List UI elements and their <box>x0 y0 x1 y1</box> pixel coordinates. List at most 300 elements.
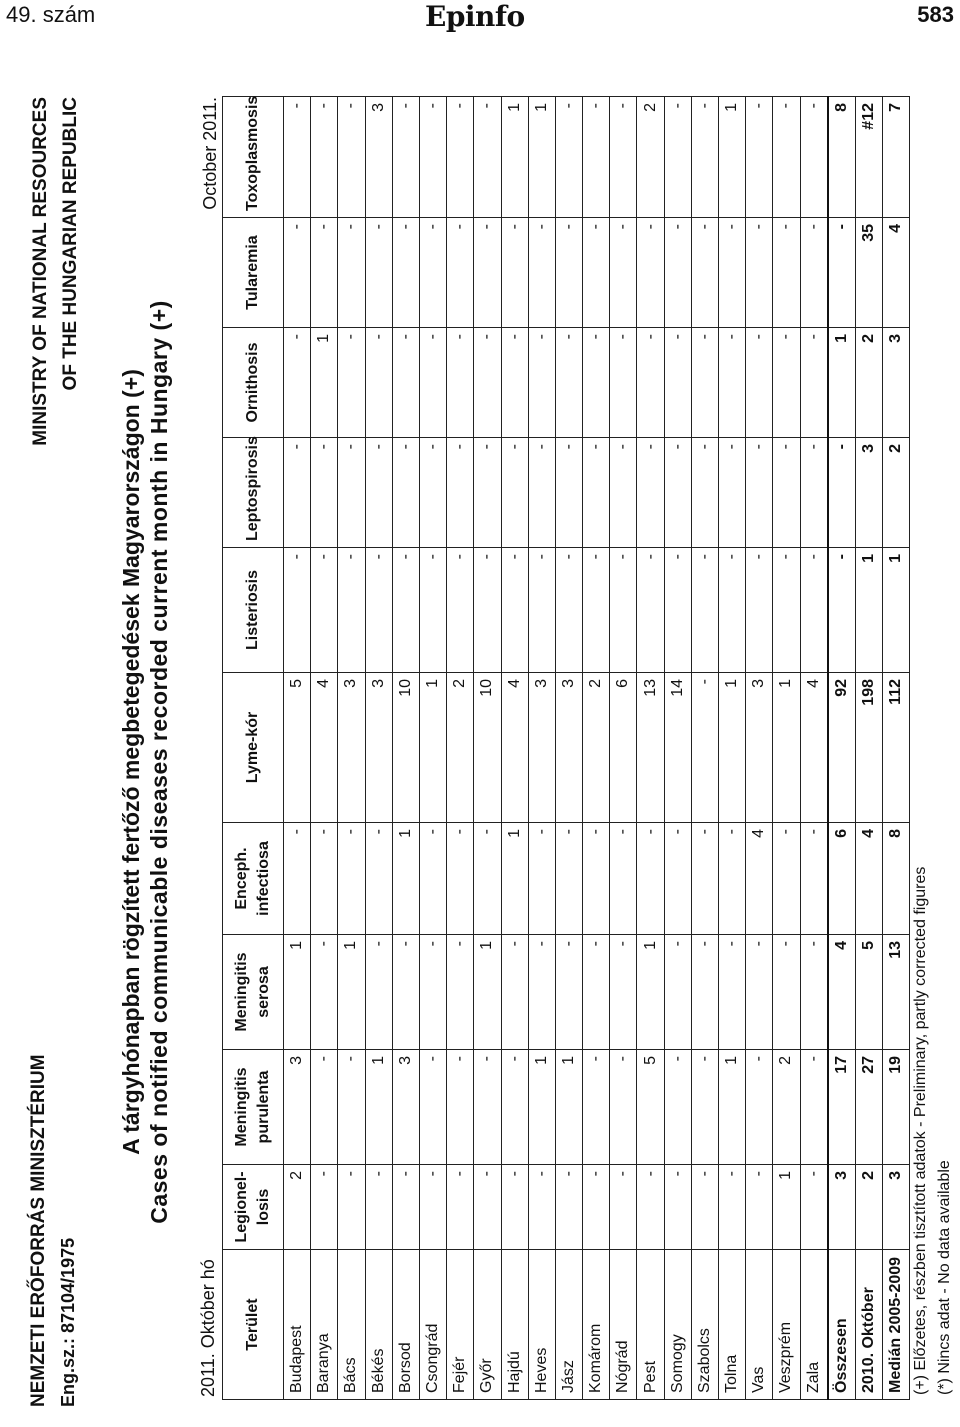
table-cell: - <box>719 328 746 438</box>
table-cell: 1 <box>528 1050 555 1165</box>
table-cell: - <box>583 823 610 935</box>
table-cell: 1 <box>311 328 338 438</box>
table-cell: 10 <box>392 673 419 823</box>
table-cell: 1 <box>392 823 419 935</box>
table-cell: - <box>474 218 501 328</box>
table-cell: - <box>746 548 773 673</box>
table-cell: 112 <box>883 673 910 823</box>
table-cell: - <box>719 823 746 935</box>
table-cell: 1 <box>474 935 501 1050</box>
table-cell: 3 <box>528 673 555 823</box>
table-cell: - <box>501 1165 528 1250</box>
table-cell: - <box>583 97 610 218</box>
table-cell: 19 <box>883 1050 910 1165</box>
table-cell: - <box>664 823 691 935</box>
table-cell: 1 <box>528 97 555 218</box>
table-cell: - <box>365 935 392 1050</box>
table-cell: 3 <box>284 1050 311 1165</box>
table-cell: 3 <box>828 1165 856 1250</box>
table-cell: - <box>610 935 637 1050</box>
title-en: Cases of notified communicable diseases recorded current month in Hungary (+) <box>146 300 172 1224</box>
table-cell: 2 <box>883 438 910 548</box>
table-cell: - <box>311 1050 338 1165</box>
table-cell: - <box>610 218 637 328</box>
column-header: Leptospirosis <box>223 438 284 548</box>
row-label: Veszprém <box>773 1250 800 1400</box>
table-cell: - <box>392 548 419 673</box>
brand-logo: Epinfo <box>425 0 525 33</box>
row-label: Tolna <box>719 1250 746 1400</box>
table-cell: - <box>338 823 365 935</box>
table-cell: - <box>501 548 528 673</box>
table-cell: - <box>664 1165 691 1250</box>
table-cell: - <box>828 218 856 328</box>
table-cell: - <box>555 218 582 328</box>
table-cell: - <box>392 935 419 1050</box>
table-cell: - <box>528 935 555 1050</box>
table-cell: - <box>610 548 637 673</box>
table-row <box>637 97 664 1400</box>
column-header: Tularemia <box>223 218 284 328</box>
table-cell: - <box>719 1165 746 1250</box>
table-cell: 1 <box>637 935 664 1050</box>
table-cell: 8 <box>883 823 910 935</box>
table-cell: - <box>800 823 828 935</box>
row-label: Békés <box>365 1250 392 1400</box>
table-cell: - <box>474 823 501 935</box>
table-row <box>365 97 392 1400</box>
table-cell: 1 <box>501 97 528 218</box>
ministry-en-line2: OF THE HUNGARIAN REPUBLIC <box>60 97 81 391</box>
table-cell: #12 <box>855 97 882 218</box>
row-label: Borsod <box>392 1250 419 1400</box>
table-cell: - <box>284 548 311 673</box>
title-hu: A tárgyhónapban rögzített fertőző megbetegedések Magyarországon (+) <box>118 369 144 1155</box>
table-cell: - <box>447 328 474 438</box>
table-row <box>528 97 555 1400</box>
table-cell: - <box>610 1165 637 1250</box>
row-label: Fejér <box>447 1250 474 1400</box>
ministry-hu: NEMZETI ERŐFORRÁS MINISZTÉRIUM <box>28 1054 49 1407</box>
table-cell: 4 <box>800 673 828 823</box>
table-cell: - <box>284 328 311 438</box>
table-cell: - <box>338 218 365 328</box>
table-cell: - <box>800 97 828 218</box>
table-cell: - <box>528 438 555 548</box>
table-cell: - <box>664 218 691 328</box>
table-cell: - <box>338 1050 365 1165</box>
table-cell: - <box>365 218 392 328</box>
table-cell: - <box>691 823 718 935</box>
page-label: 583 <box>917 2 954 27</box>
table-cell: - <box>691 1050 718 1165</box>
table-cell: - <box>555 548 582 673</box>
table-cell: - <box>555 1165 582 1250</box>
table-cell: - <box>691 935 718 1050</box>
column-header: Meningitis purulenta <box>223 1050 284 1165</box>
table-cell: - <box>311 1165 338 1250</box>
table-cell: 1 <box>883 548 910 673</box>
table-row <box>691 97 718 1400</box>
table-cell: - <box>447 1165 474 1250</box>
table-cell: - <box>501 218 528 328</box>
table-cell: 5 <box>637 1050 664 1165</box>
table-cell: - <box>311 935 338 1050</box>
table-cell: - <box>365 823 392 935</box>
page-number: 49. szám <box>6 2 96 27</box>
table-row <box>800 97 828 1400</box>
table-cell: - <box>392 438 419 548</box>
table-cell: - <box>773 218 800 328</box>
table-cell: - <box>501 438 528 548</box>
table-cell: 5 <box>284 673 311 823</box>
table-cell: - <box>637 328 664 438</box>
table-cell: - <box>610 328 637 438</box>
row-label: Zala <box>800 1250 828 1400</box>
table-cell: - <box>419 935 446 1050</box>
registration-number: Eng.sz.: 87104/1975 <box>58 1237 78 1407</box>
table-cell: - <box>284 218 311 328</box>
table-cell: - <box>664 935 691 1050</box>
table-row <box>773 97 800 1400</box>
column-header: Terület <box>223 1250 284 1400</box>
table-cell: - <box>719 935 746 1050</box>
column-header: Listeriosis <box>223 548 284 673</box>
table-cell: - <box>610 823 637 935</box>
table-cell: - <box>447 823 474 935</box>
table-cell: 3 <box>883 328 910 438</box>
cases-table <box>222 96 910 1400</box>
table-cell: 8 <box>828 97 856 218</box>
table-row <box>447 97 474 1400</box>
table-cell: - <box>311 218 338 328</box>
table-cell: 2 <box>855 328 882 438</box>
table-cell: - <box>392 328 419 438</box>
table-cell: - <box>800 438 828 548</box>
table-cell: - <box>664 438 691 548</box>
table-cell: - <box>773 97 800 218</box>
column-header: Meningitis serosa <box>223 935 284 1050</box>
table-cell: - <box>338 438 365 548</box>
row-label: 2010. Október <box>855 1250 882 1400</box>
table-cell: - <box>419 548 446 673</box>
table-row <box>392 97 419 1400</box>
row-label: Budapest <box>284 1250 311 1400</box>
table-cell: 4 <box>828 935 856 1050</box>
rotated-page <box>0 97 960 1427</box>
table-row <box>284 97 311 1400</box>
row-label: Nógrád <box>610 1250 637 1400</box>
row-label: Győr <box>474 1250 501 1400</box>
summary-row <box>828 97 856 1400</box>
table-cell: - <box>637 438 664 548</box>
column-header: Legionel-losis <box>223 1165 284 1250</box>
table-cell: - <box>800 218 828 328</box>
table-cell: - <box>311 823 338 935</box>
table-cell: - <box>800 1050 828 1165</box>
table-cell: 35 <box>855 218 882 328</box>
table-cell: - <box>746 1050 773 1165</box>
table-cell: - <box>311 548 338 673</box>
table-row <box>610 97 637 1400</box>
row-label: Hajdú <box>501 1250 528 1400</box>
column-header: Toxoplasmosis <box>223 97 284 218</box>
table-cell: - <box>555 823 582 935</box>
row-label: Komárom <box>583 1250 610 1400</box>
table-cell: 3 <box>392 1050 419 1165</box>
table-cell: - <box>392 1165 419 1250</box>
table-cell: 1 <box>719 673 746 823</box>
table-cell: - <box>828 438 856 548</box>
table-cell: - <box>501 328 528 438</box>
table-cell: - <box>284 823 311 935</box>
table-cell: 27 <box>855 1050 882 1165</box>
table-cell: - <box>555 935 582 1050</box>
table-cell: - <box>583 438 610 548</box>
table-cell: - <box>746 328 773 438</box>
footnote-preliminary: (+) Előzetes, részben tisztított adatok - Preliminary, partly corrected figures <box>912 866 929 1395</box>
table-cell: 2 <box>284 1165 311 1250</box>
table-cell: - <box>691 218 718 328</box>
row-label: Baranya <box>311 1250 338 1400</box>
table-cell: - <box>719 548 746 673</box>
table-cell: - <box>528 823 555 935</box>
table-cell: - <box>419 1165 446 1250</box>
table-cell: - <box>474 1165 501 1250</box>
table-cell: 4 <box>311 673 338 823</box>
table-cell: - <box>719 218 746 328</box>
row-label: Vas <box>746 1250 773 1400</box>
table-cell: - <box>583 935 610 1050</box>
table-cell: 4 <box>855 823 882 935</box>
table-cell: - <box>610 97 637 218</box>
table-cell: - <box>419 328 446 438</box>
table-cell: - <box>664 548 691 673</box>
table-cell: - <box>419 218 446 328</box>
table-cell: - <box>773 935 800 1050</box>
table-cell: - <box>800 1165 828 1250</box>
table-cell: - <box>365 1165 392 1250</box>
table-row <box>583 97 610 1400</box>
table-cell: 1 <box>338 935 365 1050</box>
table-cell: 1 <box>828 328 856 438</box>
table-cell: 1 <box>365 1050 392 1165</box>
table-cell: 13 <box>637 673 664 823</box>
table-cell: - <box>419 823 446 935</box>
summary-row <box>855 97 882 1400</box>
month-hu: 2011. Október hó <box>198 1259 218 1397</box>
table-cell: - <box>474 548 501 673</box>
table-cell: - <box>637 218 664 328</box>
table-cell: - <box>637 823 664 935</box>
table-cell: - <box>284 97 311 218</box>
table-cell: 1 <box>719 1050 746 1165</box>
table-cell: 13 <box>883 935 910 1050</box>
table-cell: 6 <box>610 673 637 823</box>
table-row <box>474 97 501 1400</box>
table-cell: - <box>528 548 555 673</box>
table-cell: - <box>610 1050 637 1165</box>
table-cell: - <box>583 1165 610 1250</box>
table-cell: - <box>447 438 474 548</box>
table-cell: - <box>746 1165 773 1250</box>
table-cell: 2 <box>773 1050 800 1165</box>
table-cell: - <box>392 218 419 328</box>
table-row <box>746 97 773 1400</box>
footnote-no-data: (*) Nincs adat - No data available <box>936 1160 953 1395</box>
table-cell: 1 <box>501 823 528 935</box>
table-cell: 1 <box>773 1165 800 1250</box>
table-cell: - <box>800 935 828 1050</box>
table-cell: - <box>311 438 338 548</box>
table-cell: - <box>528 218 555 328</box>
table-cell: - <box>474 438 501 548</box>
table-cell: - <box>800 548 828 673</box>
table-cell: - <box>555 438 582 548</box>
table-cell: 4 <box>501 673 528 823</box>
table-cell: - <box>637 1165 664 1250</box>
table-cell: - <box>637 548 664 673</box>
table-cell: - <box>419 1050 446 1165</box>
table-cell: - <box>583 548 610 673</box>
table-cell: 5 <box>855 935 882 1050</box>
table-cell: - <box>746 97 773 218</box>
table-cell: - <box>474 328 501 438</box>
table-cell: - <box>773 823 800 935</box>
table-row <box>311 97 338 1400</box>
table-cell: - <box>583 218 610 328</box>
row-label: Pest <box>637 1250 664 1400</box>
table-cell: 3 <box>883 1165 910 1250</box>
table-cell: - <box>828 548 856 673</box>
table-cell: 3 <box>555 673 582 823</box>
table-row <box>664 97 691 1400</box>
table-cell: 2 <box>637 97 664 218</box>
table-cell: 1 <box>719 97 746 218</box>
table-cell: - <box>338 1165 365 1250</box>
table-cell: - <box>474 1050 501 1165</box>
table-cell: 3 <box>746 673 773 823</box>
table-cell: - <box>419 438 446 548</box>
table-cell: - <box>501 935 528 1050</box>
row-label: Szabolcs <box>691 1250 718 1400</box>
table-cell: 6 <box>828 823 856 935</box>
table-cell: - <box>447 1050 474 1165</box>
table-cell: - <box>392 97 419 218</box>
table-cell: 2 <box>855 1165 882 1250</box>
table-cell: - <box>338 548 365 673</box>
column-header: Ornithosis <box>223 328 284 438</box>
table-cell: 1 <box>284 935 311 1050</box>
ministry-en-line1: MINISTRY OF NATIONAL RESOURCES <box>30 97 51 446</box>
row-label: Somogy <box>664 1250 691 1400</box>
table-header-row <box>223 97 284 1400</box>
table-cell: - <box>583 328 610 438</box>
table-cell: - <box>610 438 637 548</box>
table-cell: - <box>746 218 773 328</box>
table-cell: - <box>664 1050 691 1165</box>
table-row <box>419 97 446 1400</box>
table-cell: - <box>365 548 392 673</box>
table-cell: - <box>691 1165 718 1250</box>
table-cell: - <box>419 97 446 218</box>
table-cell: 1 <box>773 673 800 823</box>
table-cell: - <box>528 328 555 438</box>
table-cell: - <box>719 438 746 548</box>
table-cell: - <box>691 673 718 823</box>
table-cell: - <box>447 548 474 673</box>
row-label: Jász <box>555 1250 582 1400</box>
table-cell: 3 <box>365 673 392 823</box>
table-cell: - <box>773 328 800 438</box>
table-cell: - <box>691 548 718 673</box>
table-cell: 92 <box>828 673 856 823</box>
table-cell: 4 <box>746 823 773 935</box>
table-cell: - <box>365 438 392 548</box>
table-cell: - <box>664 328 691 438</box>
table-cell: - <box>800 328 828 438</box>
table-cell: 1 <box>855 548 882 673</box>
table-cell: 14 <box>664 673 691 823</box>
table-cell: 1 <box>419 673 446 823</box>
column-header: Lyme-kór <box>223 673 284 823</box>
table-cell: - <box>447 218 474 328</box>
table-cell: 2 <box>447 673 474 823</box>
table-cell: - <box>311 97 338 218</box>
table-cell: - <box>555 328 582 438</box>
table-cell: 3 <box>365 97 392 218</box>
table-cell: - <box>664 97 691 218</box>
table-cell: 17 <box>828 1050 856 1165</box>
table-cell: 3 <box>855 438 882 548</box>
row-label: Összesen <box>828 1250 856 1400</box>
table-cell: 4 <box>883 218 910 328</box>
table-cell: 2 <box>583 673 610 823</box>
row-label: Bács <box>338 1250 365 1400</box>
summary-row <box>883 97 910 1400</box>
table-cell: - <box>284 438 311 548</box>
table-cell: - <box>528 1165 555 1250</box>
table-cell: - <box>691 97 718 218</box>
table-cell: - <box>501 1050 528 1165</box>
row-label: Csongrád <box>419 1250 446 1400</box>
table-cell: 7 <box>883 97 910 218</box>
table-cell: 3 <box>338 673 365 823</box>
table-cell: - <box>338 328 365 438</box>
table-cell: 1 <box>555 1050 582 1165</box>
table-cell: - <box>555 97 582 218</box>
table-row <box>338 97 365 1400</box>
table-row <box>555 97 582 1400</box>
table-cell: - <box>746 438 773 548</box>
row-label: Heves <box>528 1250 555 1400</box>
table-cell: 10 <box>474 673 501 823</box>
table-cell: - <box>447 97 474 218</box>
table-row <box>501 97 528 1400</box>
table-cell: - <box>691 328 718 438</box>
table-cell: - <box>691 438 718 548</box>
table-cell: - <box>474 97 501 218</box>
table-cell: - <box>365 328 392 438</box>
column-header: Enceph. infectiosa <box>223 823 284 935</box>
table-cell: - <box>746 935 773 1050</box>
table-cell: - <box>447 935 474 1050</box>
row-label: Medián 2005-2009 <box>883 1250 910 1400</box>
table-cell: 198 <box>855 673 882 823</box>
table-cell: - <box>773 548 800 673</box>
table-cell: - <box>338 97 365 218</box>
table-row <box>719 97 746 1400</box>
